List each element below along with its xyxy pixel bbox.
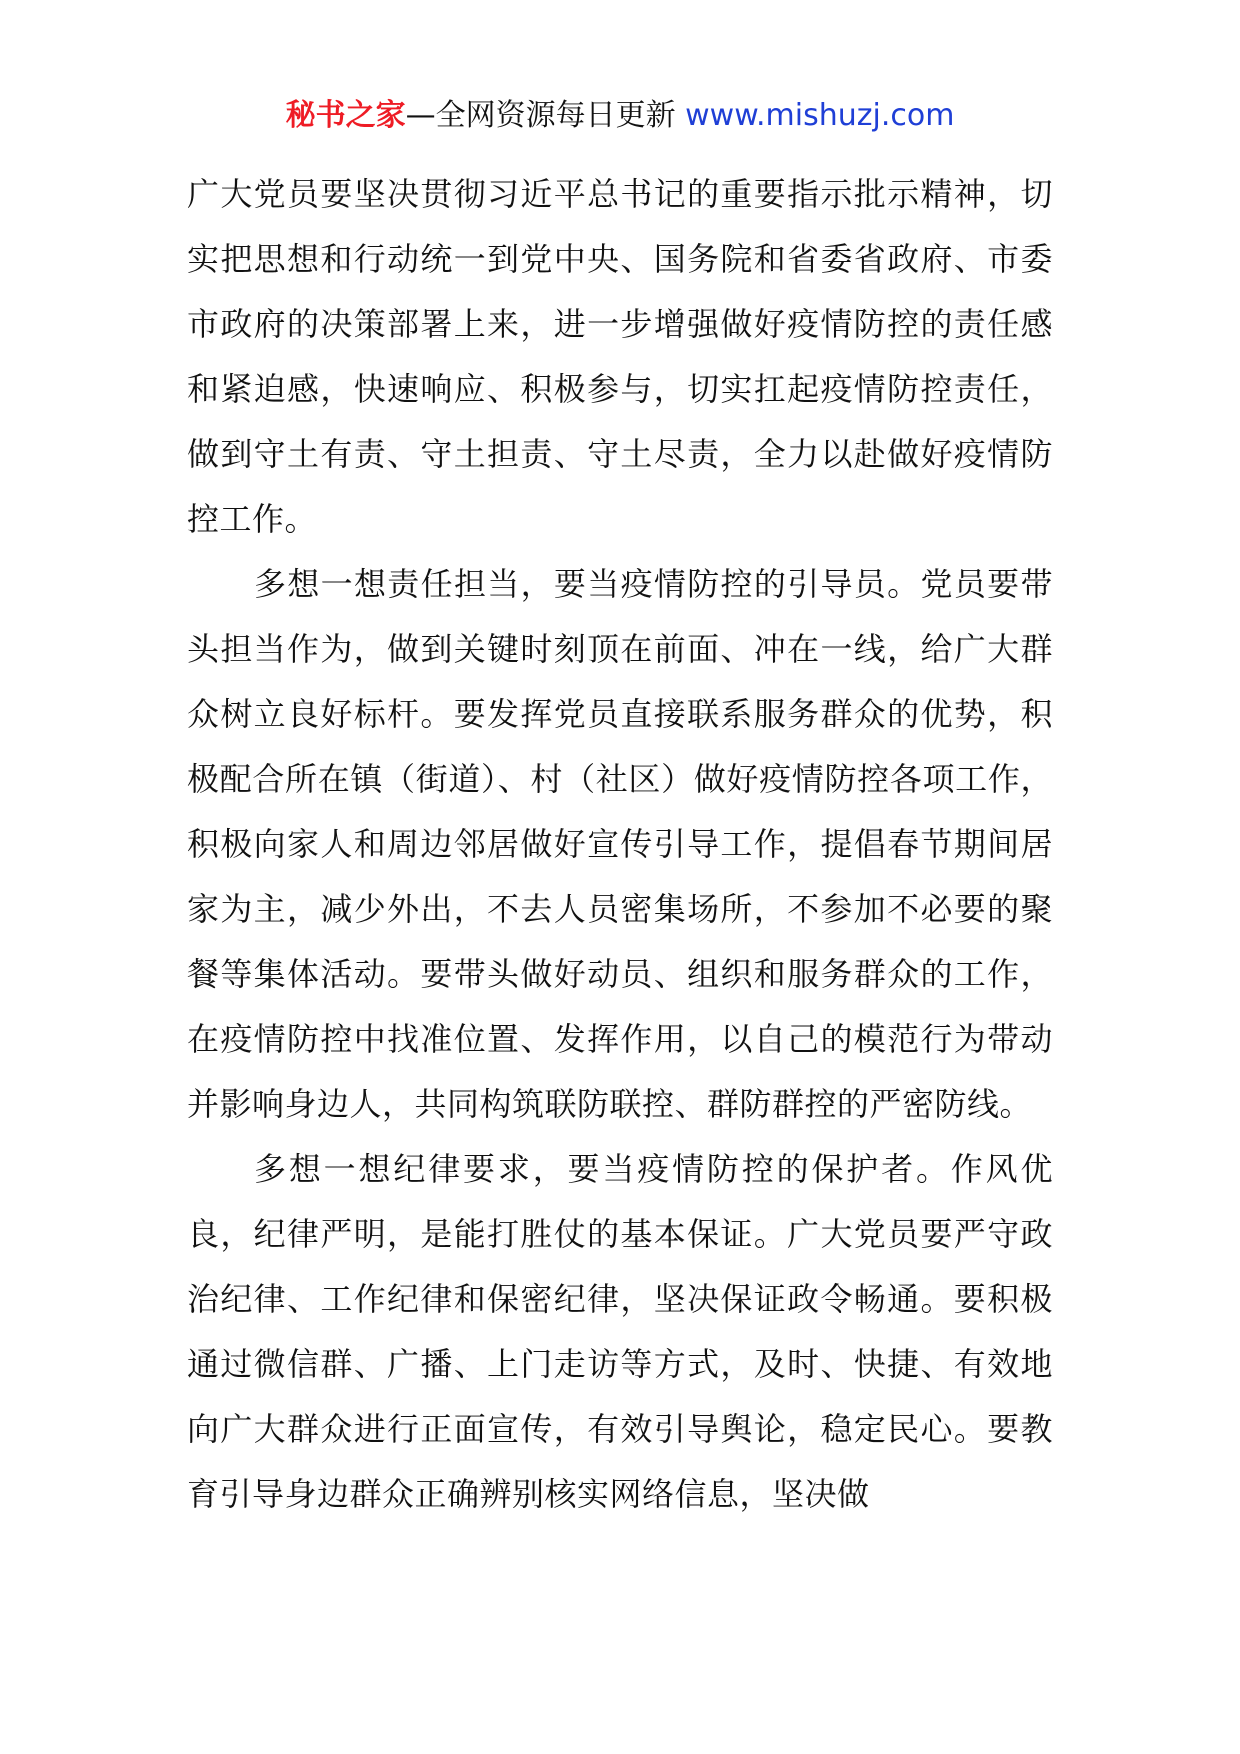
paragraph-2: 多想一想责任担当，要当疫情防控的引导员。党员要带头担当作为，做到关键时刻顶在前面、冲在一线，给广大群众树立良好标杆。要发挥党员直接联系服务群众的优势，积极配合所在镇（街道）、村（社区）做好疫情防控各项工作，积极向家人和周边邻居做好宣传引导工作，提倡春节期间居家为主，减少外出，不去人员密集场所，不参加不必要的聚餐等集体活动。要带头做好动员、组织和服务群众的工作，在疫情防控中找准位置、发挥作用，以自己的模范行为带动并影响身边人，共同构筑联防联控、群防群控的严密防线。 (187, 565, 1053, 1123)
site-header (0, 96, 1240, 136)
site-url-link[interactable]: www.mishuzj.com (685, 98, 955, 133)
paragraph-3: 多想一想纪律要求，要当疫情防控的保护者。作风优良，纪律严明，是能打胜仗的基本保证。广大党员要严守政治纪律、工作纪律和保密纪律，坚决保证政令畅通。要积极通过微信群、广播、上门走访等方式，及时、快捷、有效地向广大群众进行正面宣传，有效引导舆论，稳定民心。要教育引导身边群众正确辨别核实网络信息，坚决做 (187, 1150, 1053, 1513)
header-tagline: —全网资源每日更新 (405, 98, 686, 133)
document-body (187, 162, 1053, 1527)
brand-name: 秘书之家 (285, 98, 406, 133)
paragraph-1: 广大党员要坚决贯彻习近平总书记的重要指示批示精神，切实把思想和行动统一到党中央、国务院和省委省政府、市委市政府的决策部署上来，进一步增强做好疫情防控的责任感和紧迫感，快速响应、积极参与，切实扛起疫情防控责任，做到守土有责、守土担责、守土尽责，全力以赴做好疫情防控工作。 (187, 175, 1053, 538)
